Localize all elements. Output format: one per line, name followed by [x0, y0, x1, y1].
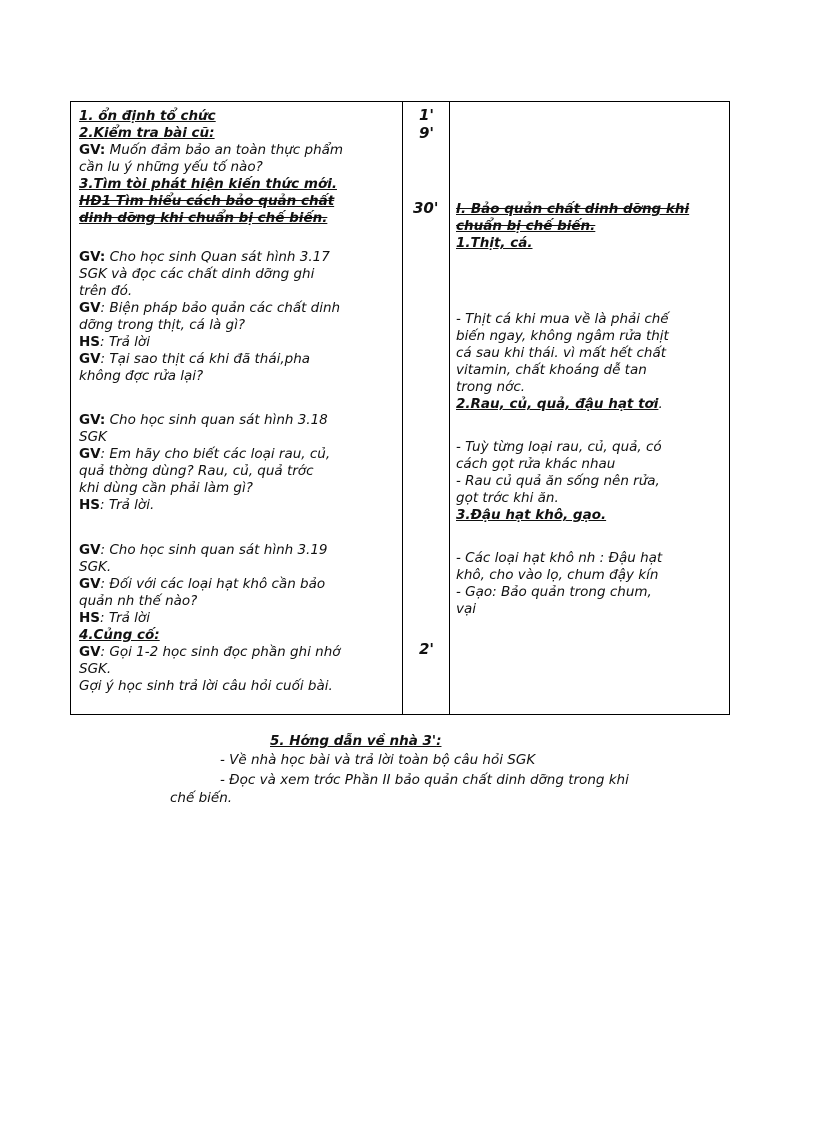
speaker-label: HS — [79, 334, 101, 350]
text-line: - Rau củ quả ăn sống nên rửa, — [456, 473, 660, 489]
text-line: HS: Trả lời. — [79, 497, 155, 513]
activities-column — [71, 102, 403, 715]
text-line: SGK. — [79, 559, 112, 575]
speaker-label: GV: — [79, 412, 106, 428]
text-line: cần lu ý những yếu tố nào? — [79, 159, 263, 175]
speaker-label: GV — [79, 644, 101, 660]
section-consolidate: 4.Củng cố: — [79, 627, 160, 643]
text-line: GV: Đối với các loại hạt khô cần bảo — [79, 576, 326, 592]
section-stabilize: 1. ổn định tổ chức — [79, 108, 216, 124]
text-line: cá sau khi thái. vì mất hết chất — [456, 345, 667, 361]
speaker-label: GV — [79, 446, 101, 462]
text-line: GV: Cho học sinh quan sát hình 3.18 — [79, 412, 328, 428]
text-line: cách gọt rửa khác nhau — [456, 456, 616, 472]
text-line: GV: Muốn đảm bảo an toàn thực phẩm — [79, 142, 344, 158]
text-line: trong nớc. — [456, 379, 526, 395]
text-line: dỡng trong thịt, cá là gì? — [79, 317, 246, 333]
speaker-label: HS — [79, 497, 101, 513]
section-new-knowledge: 3.Tìm tòi phát hiện kiến thức mới. — [79, 176, 337, 192]
text-line: HS: Trả lời — [79, 334, 150, 350]
time-value: 1' — [419, 106, 435, 124]
time-value: 2' — [419, 640, 435, 658]
homework-title: 5. Hớng dẫn về nhà 3': — [270, 733, 442, 749]
text-line: vại — [456, 601, 477, 617]
text-line: khi dùng cần phải làm gì? — [79, 480, 253, 496]
subheading-meat-fish: 1.Thịt, cá. — [456, 235, 533, 251]
content-column — [450, 102, 730, 715]
text-line: không đợc rửa lại? — [79, 368, 204, 384]
time-value: 30' — [413, 199, 439, 217]
activity-heading: dinh dỡng khi chuẩn bị chế biến. — [79, 210, 328, 226]
speaker-label: GV — [79, 576, 101, 592]
text-line: biến ngay, không ngâm rửa thịt — [456, 328, 669, 344]
speaker-label: GV — [79, 542, 101, 558]
homework-line: chế biến. — [170, 790, 233, 806]
text-line: SGK và đọc các chất dinh dỡng ghi — [79, 266, 315, 282]
text-line: SGK — [79, 429, 107, 445]
text-line: quản nh thế nào? — [79, 593, 198, 609]
subheading-vegetables: 2.Rau, củ, quả, đậu hạt tơi. — [456, 396, 663, 412]
text-line: trên đó. — [79, 283, 133, 299]
time-column — [403, 102, 450, 715]
text-line: Gợi ý học sinh trả lời câu hỏi cuối bài. — [79, 678, 333, 694]
text-line: GV: Cho học sinh quan sát hình 3.19 — [79, 542, 328, 558]
activity-heading: HĐ1 Tìm hiểu cách bảo quản chất — [79, 193, 335, 209]
section-check-old-lesson: 2.Kiểm tra bài cũ: — [79, 125, 215, 141]
text-line: quả thờng dùng? Rau, củ, quả trớc — [79, 463, 314, 479]
speaker-label: GV: — [79, 142, 106, 158]
speaker-label: HS — [79, 610, 101, 626]
text-line: gọt trớc khi ăn. — [456, 490, 559, 506]
speaker-label: GV — [79, 300, 101, 316]
text-line: GV: Gọi 1-2 học sinh đọc phần ghi nhớ — [79, 644, 341, 660]
text-line: - Tuỳ từng loại rau, củ, quả, có — [456, 439, 662, 455]
subheading-dry-seeds: 3.Đậu hạt khô, gạo. — [456, 507, 607, 523]
lesson-table — [70, 101, 730, 715]
text-line: GV: Tại sao thịt cá khi đã thái,pha — [79, 351, 311, 367]
text-line: SGK. — [79, 661, 112, 677]
speaker-label: GV: — [79, 249, 106, 265]
text-line: - Thịt cá khi mua về là phải chế — [456, 311, 669, 327]
content-heading: I. Bảo quản chất dinh dỡng khi — [456, 201, 690, 217]
text-line: GV: Cho học sinh Quan sát hình 3.17 — [79, 249, 330, 265]
homework-line: - Về nhà học bài và trả lời toàn bộ câu hỏi SGK — [220, 752, 536, 768]
speaker-label: GV — [79, 351, 101, 367]
text-line: khô, cho vào lọ, chum đậy kín — [456, 567, 659, 583]
text-line: GV: Em hãy cho biết các loại rau, củ, — [79, 446, 331, 462]
text-line: - Các loại hạt khô nh : Đậu hạt — [456, 550, 663, 566]
text-line: vitamin, chất khoáng dễ tan — [456, 362, 647, 378]
text-line: HS: Trả lời — [79, 610, 150, 626]
content-heading: chuẩn bị chế biến. — [456, 218, 596, 234]
time-value: 9' — [419, 124, 435, 142]
text-line: GV: Biện pháp bảo quản các chất dinh — [79, 300, 341, 316]
homework-line: - Đọc và xem trớc Phần II bảo quản chất dinh dỡng trong khi — [220, 772, 629, 788]
text-line: - Gạo: Bảo quản trong chum, — [456, 584, 652, 600]
